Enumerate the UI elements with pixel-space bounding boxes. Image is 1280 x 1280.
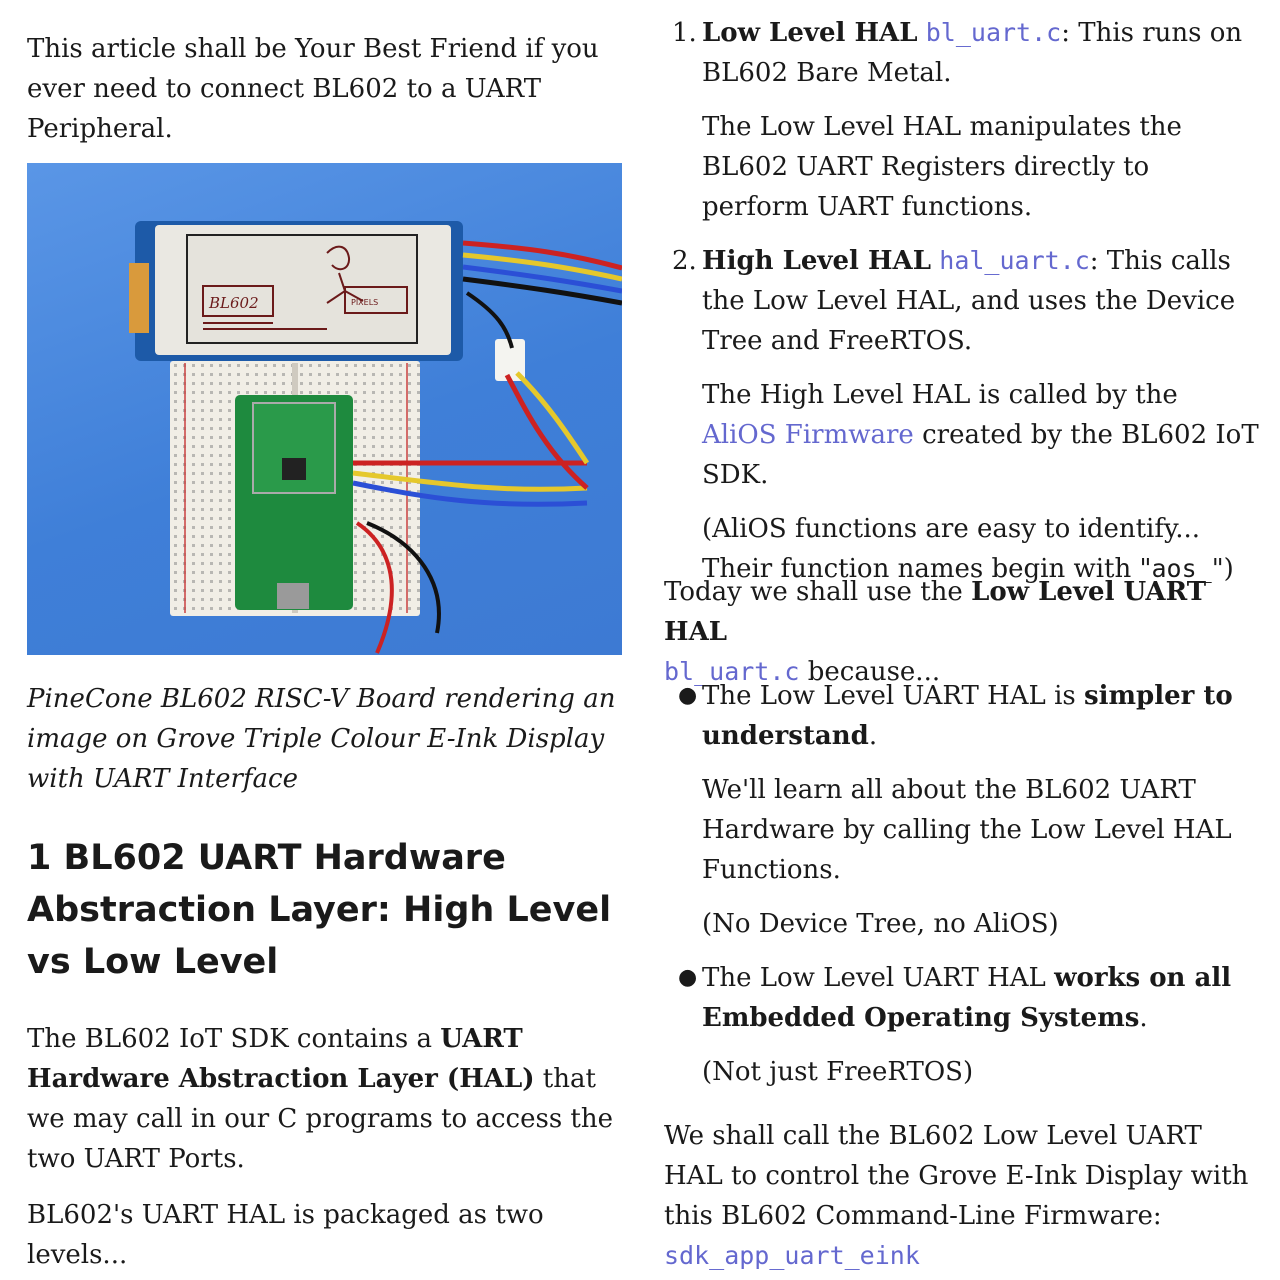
sdk-paragraph [27,1019,617,1179]
list-item-high-level [664,241,1260,589]
today-paragraph: Today we shall use the Low Level UART HAL bl_uart.c because... [664,577,1207,687]
aos-prefix-code: aos_ [1151,554,1212,583]
bullet1-detail: We'll learn all about the BL602 UART Hardware by calling the Low Level HAL Functions. [702,775,1232,885]
list-item-all-os [664,958,1260,1092]
item2-line [702,241,1260,361]
display-label-pixels: PIXELS [351,298,379,307]
sdk-app-uart-eink-link[interactable]: sdk_app_uart_eink [664,1241,920,1270]
item1-title: Low Level HAL [702,18,918,48]
bullet2-line: The Low Level UART HAL works on all Embedded Operating Systems. [702,963,1232,1033]
pinecone-eink-photo [27,163,622,655]
item2-rest: : This calls the Low Level HAL, and uses the Device Tree and FreeRTOS. [702,246,1236,356]
list-item-low-level [664,13,1260,227]
hal-uart-link[interactable]: hal_uart.c [939,246,1090,275]
bullet1-line: The Low Level UART HAL is simpler to understand. [702,681,1233,751]
reasons-list [664,676,1260,1092]
list-number: 2. [672,246,697,276]
sdk-text-2: that we may call in our C programs to access the two UART Ports. [27,1064,614,1174]
levels-paragraph: BL602's UART HAL is packaged as two levels... [27,1200,544,1270]
intro-paragraph: This article shall be Your Best Friend if you ever need to connect BL602 to a UART Peripheral. [27,34,599,144]
photo-caption: PineCone BL602 RISC-V Board rendering an image on Grove Triple Colour E-Ink Display with UART Interface [27,684,616,794]
bl-uart-link-2[interactable]: bl_uart.c [664,657,800,686]
item1-detail: The Low Level HAL manipulates the BL602 UART Registers directly to perform UART functions. [702,112,1182,222]
list-number: 1. [672,18,697,48]
item1-rest: : This runs on BL602 Bare Metal. [702,18,1243,88]
section-heading: 1 BL602 UART Hardware Abstraction Layer: High Level vs Low Level [27,838,612,982]
final-paragraph: We shall call the BL602 Low Level UART HAL to control the Grove E-Ink Display with this BL602 Command-Line Firmware: sdk_app_uart_eink [664,1121,1249,1270]
bl-uart-link[interactable]: bl_uart.c [925,18,1062,47]
alios-firmware-link[interactable]: AliOS Firmware [702,420,914,450]
bullet1-bold: simpler to understand [702,681,1233,751]
bullet-icon: ● [678,965,698,990]
sdk-text-1: The BL602 IoT SDK contains a [27,1024,441,1054]
display-label-bl602: BL602 [209,294,259,312]
bullet-icon: ● [678,683,698,708]
bullet2-note: (Not just FreeRTOS) [702,1057,974,1087]
item2-detail: The High Level HAL is called by the AliOS Firmware created by the BL602 IoT SDK. [702,380,1259,490]
today-bold: Low Level UART HAL [664,577,1207,647]
sdk-bold: UART Hardware Abstraction Layer (HAL) [27,1024,535,1094]
item2-note: (AliOS functions are easy to identify... Their function names begin with "aos_") [702,514,1234,584]
bullet1-note: (No Device Tree, no AliOS) [702,909,1059,939]
hal-levels-list [664,13,1260,589]
usb-c-port [277,583,309,609]
item2-title: High Level HAL [702,246,931,276]
ribbon-connector [129,263,149,333]
photo-illustration [27,163,622,655]
list-item-simpler [664,676,1260,944]
bullet2-bold: works on all Embedded Operating Systems [702,963,1232,1033]
item1-line [702,13,1260,93]
